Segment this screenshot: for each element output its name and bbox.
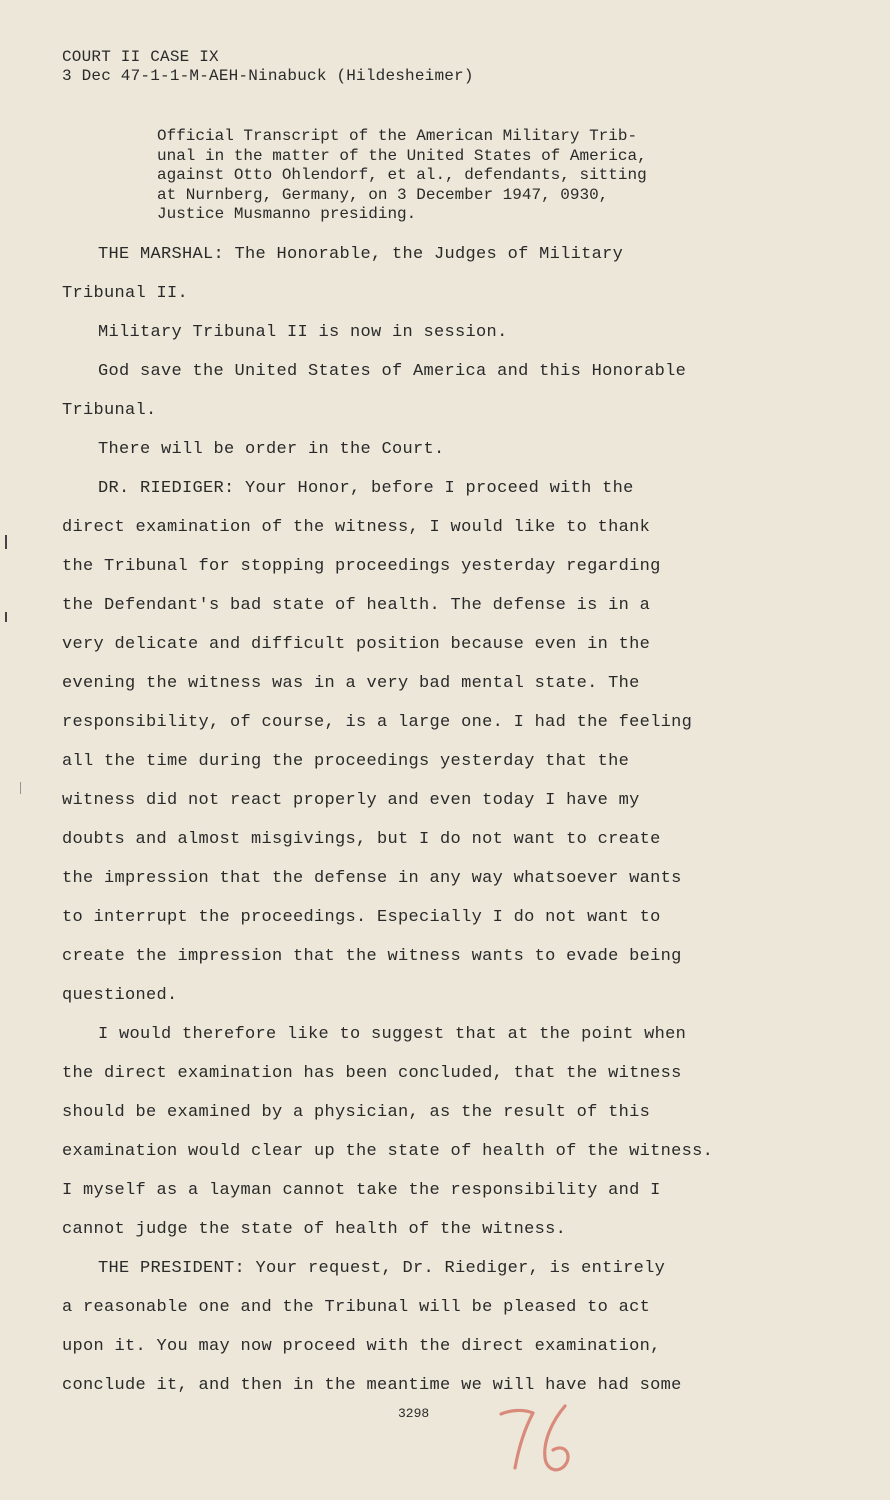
transcript-line: should be examined by a physician, as the result of this <box>62 1103 651 1122</box>
transcript-line: responsibility, of course, is a large one. I had the feeling <box>62 713 693 732</box>
handwritten-page-number <box>495 1400 585 1480</box>
transcript-line: THE PRESIDENT: Your request, Dr. Riediger, is entirely <box>98 1259 666 1278</box>
transcript-line: the direct examination has been concluded, that the witness <box>62 1064 682 1083</box>
transcript-line: evening the witness was in a very bad mental state. The <box>62 674 640 693</box>
margin-mark <box>20 782 21 794</box>
preamble-line: at Nurnberg, Germany, on 3 December 1947, 0930, <box>157 185 609 204</box>
transcript-line: cannot judge the state of health of the witness. <box>62 1220 567 1239</box>
transcript-line: the Defendant's bad state of health. The defense is in a <box>62 596 651 615</box>
margin-mark <box>5 535 7 549</box>
transcript-line: all the time during the proceedings yesterday that the <box>62 752 630 771</box>
preamble-line: unal in the matter of the United States of America, <box>157 146 647 165</box>
transcript-line: Military Tribunal II is now in session. <box>98 323 508 342</box>
transcript-line: witness did not react properly and even today I have my <box>62 791 640 810</box>
page-number: 3298 <box>398 1406 430 1421</box>
transcript-preamble <box>157 127 757 225</box>
header-court-case: COURT II CASE IX <box>62 48 219 66</box>
transcript-line: Tribunal. <box>62 401 157 420</box>
transcript-line: I would therefore like to suggest that at the point when <box>98 1025 687 1044</box>
preamble-line: against Otto Ohlendorf, et al., defendants, sitting <box>157 166 647 184</box>
transcript-line: DR. RIEDIGER: Your Honor, before I proceed with the <box>98 479 634 498</box>
transcript-line: Tribunal II. <box>62 284 189 303</box>
transcript-line: a reasonable one and the Tribunal will be pleased to act <box>62 1298 651 1317</box>
transcript-line: There will be order in the Court. <box>98 440 445 459</box>
transcript-line: doubts and almost misgivings, but I do not want to create <box>62 830 661 849</box>
transcript-line: direct examination of the witness, I would like to thank <box>62 518 651 537</box>
preamble-line: Justice Musmanno presiding. <box>157 205 417 223</box>
document-header <box>62 48 474 86</box>
transcript-body <box>62 240 822 1410</box>
transcript-line: conclude it, and then in the meantime we will have had some <box>62 1376 682 1395</box>
transcript-line: to interrupt the proceedings. Especially I do not want to <box>62 908 661 927</box>
transcript-line: the Tribunal for stopping proceedings yesterday regarding <box>62 557 661 576</box>
transcript-line: examination would clear up the state of health of the witness. <box>62 1142 714 1161</box>
transcript-line: create the impression that the witness wants to evade being <box>62 947 682 966</box>
transcript-line: questioned. <box>62 986 178 1005</box>
header-reference: 3 Dec 47-1-1-M-AEH-Ninabuck (Hildesheimer) <box>62 67 474 85</box>
transcript-line: very delicate and difficult position because even in the <box>62 635 651 654</box>
transcript-line: upon it. You may now proceed with the direct examination, <box>62 1337 661 1356</box>
margin-mark <box>5 612 7 622</box>
transcript-line: God save the United States of America and this Honorable <box>98 362 687 381</box>
preamble-line: Official Transcript of the American Military Trib- <box>157 127 638 145</box>
transcript-line: the impression that the defense in any way whatsoever wants <box>62 869 682 888</box>
transcript-line: I myself as a layman cannot take the responsibility and I <box>62 1181 661 1200</box>
transcript-line: THE MARSHAL: The Honorable, the Judges of Military <box>98 245 624 264</box>
